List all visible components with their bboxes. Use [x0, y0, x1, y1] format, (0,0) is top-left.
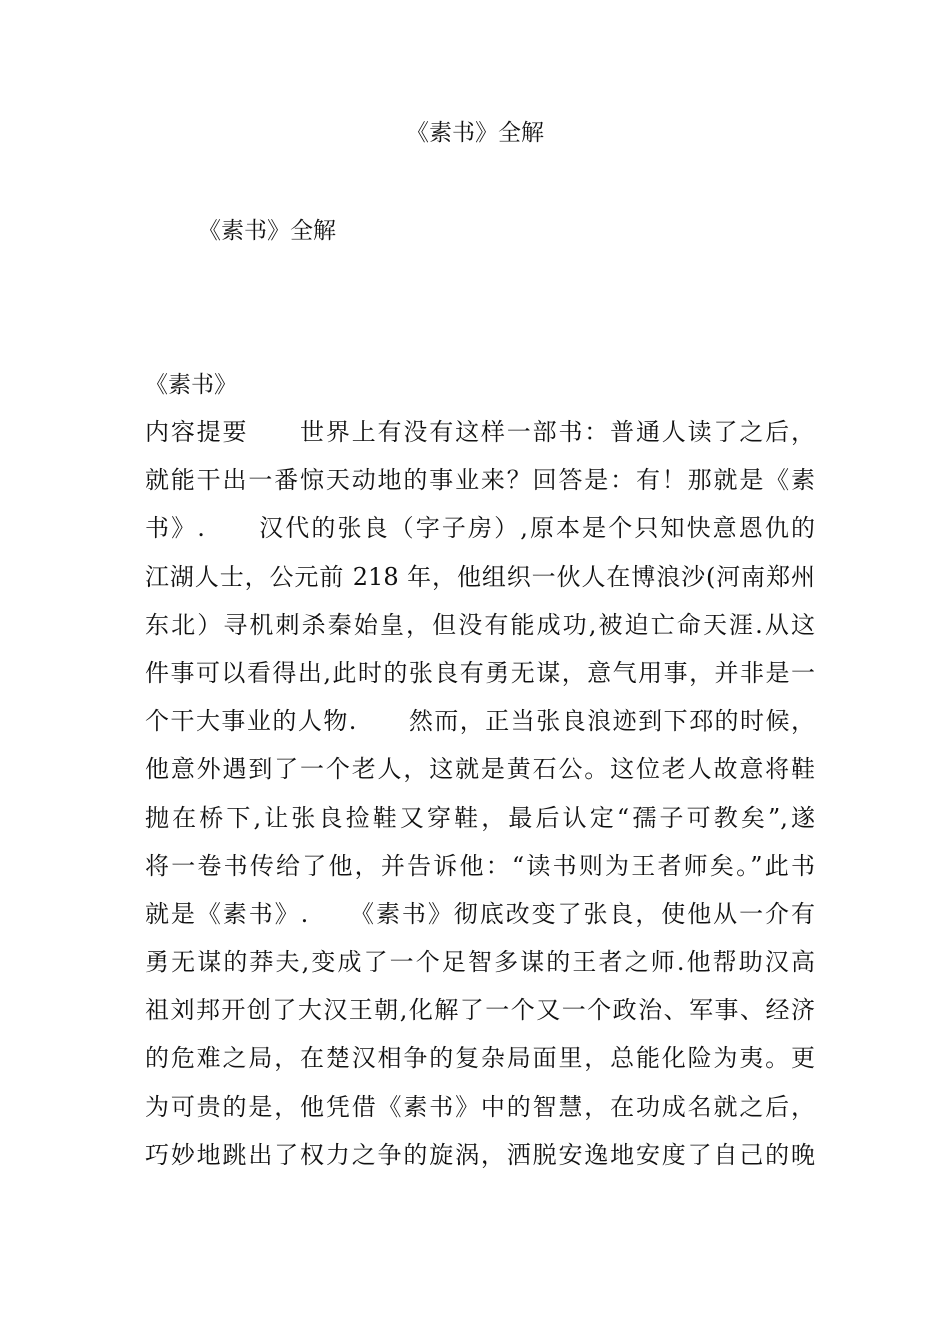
- text-line: 内容提要 世界上有没有这样一部书：普通人读了之后，: [145, 418, 815, 446]
- text-line: 东北）寻机刺杀秦始皇，但没有能成功,被迫亡命天涯.从这: [145, 610, 815, 639]
- text-line: 书》. 汉代的张良（字子房）,原本是个只知快意恩仇的: [145, 514, 815, 543]
- document-title: 《素书》全解: [406, 120, 544, 146]
- text-line: 就能干出一番惊天动地的事业来？回答是：有！那就是《素: [145, 466, 815, 495]
- text-line: 巧妙地跳出了权力之争的旋涡，洒脱安逸地安度了自己的晚: [145, 1140, 815, 1169]
- text-line: 就是《素书》. 《素书》彻底改变了张良，使他从一介有: [145, 899, 815, 928]
- text-line: 他意外遇到了一个老人，这就是黄石公。这位老人故意将鞋: [145, 755, 815, 784]
- text-line: 将一卷书传给了他，并告诉他：“读书则为王者师矣。”此书: [145, 851, 815, 880]
- book-label: 《素书》: [145, 372, 237, 398]
- body-paragraph: [145, 414, 815, 1185]
- text-line: 的危难之局，在楚汉相争的复杂局面里，总能化险为夷。更: [145, 1044, 815, 1073]
- text-line: 个干大事业的人物. 然而，正当张良浪迹到下邳的时候，: [145, 707, 815, 736]
- text-line: 抛在桥下,让张良捡鞋又穿鞋，最后认定“孺子可教矣”,遂: [145, 803, 815, 832]
- text-line: 件事可以看得出,此时的张良有勇无谋，意气用事，并非是一: [145, 658, 815, 687]
- text-line: 江湖人士，公元前 218 年，他组织一伙人在博浪沙(河南郑州: [145, 562, 815, 591]
- text-line: 勇无谋的莽夫,变成了一个足智多谋的王者之师.他帮助汉高: [145, 948, 815, 977]
- text-line: 为可贵的是，他凭借《素书》中的智慧，在功成名就之后，: [145, 1092, 815, 1121]
- document-subtitle: 《素书》全解: [198, 218, 336, 244]
- text-line: 祖刘邦开创了大汉王朝,化解了一个又一个政治、军事、经济: [145, 996, 815, 1025]
